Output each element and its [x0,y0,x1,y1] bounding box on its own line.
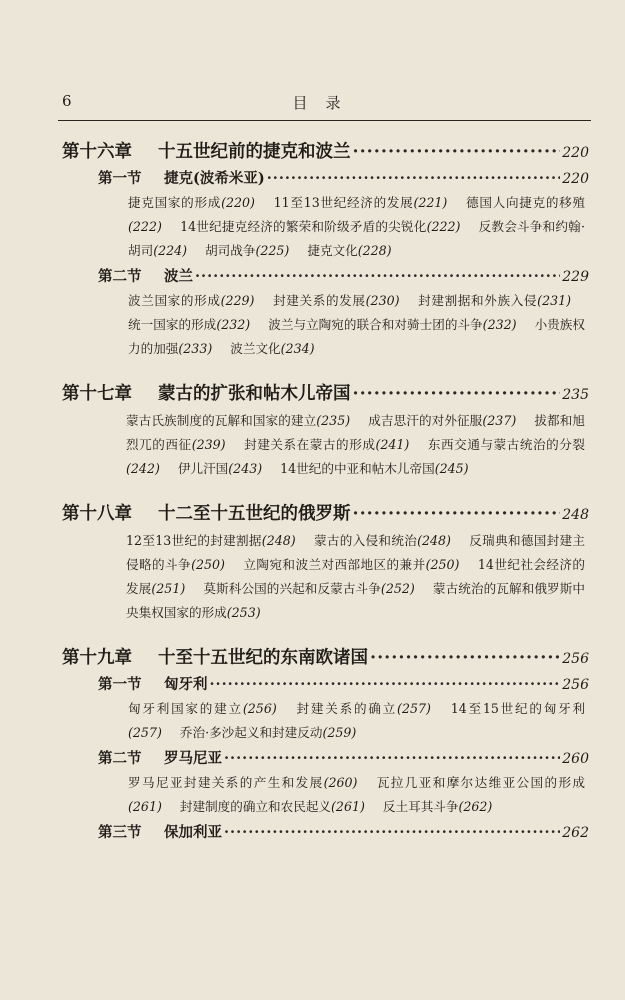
section-label [98,747,222,771]
topic-entry[interactable] [128,775,357,790]
topic-page: (233) [178,341,213,356]
chapter-entry-line[interactable] [62,137,589,167]
section-label [98,167,265,191]
topic-title: 波兰与立陶宛的联合和对骑士团的斗争 [268,317,483,332]
section-entry-line[interactable] [62,265,589,289]
section-number: 第二节 [98,268,142,285]
chapter-block [62,499,589,625]
topic-title: 蒙古氏族制度的瓦解和国家的建立 [126,413,317,428]
topic-entry[interactable] [180,799,365,814]
topic-page: (262) [458,799,493,814]
topic-title: 14世纪社会经济的发展 [126,557,586,596]
topic-title: 14至15世纪的匈牙利 [450,701,586,716]
topic-title: 封建割据和外族入侵 [418,293,538,308]
page-title: 目录 [292,94,359,112]
chapter-title: 十五世纪前的捷克和波兰 [158,142,351,162]
topic-page: (243) [228,461,263,476]
topic-entry[interactable] [205,243,289,258]
topic-title: 11至13世纪经济的发展 [273,195,414,210]
section-page: 220 [562,171,589,187]
chapter-label [62,643,368,673]
topic-entry[interactable] [203,581,414,596]
dot-leader [224,821,560,845]
chapter-gap [62,483,589,493]
topic-title: 波兰文化 [230,341,281,356]
dot-leader [210,673,561,697]
dot-leader [195,265,560,289]
topic-title: 拔都和旭烈兀的西征 [126,413,585,452]
topic-title: 匈牙利国家的建立 [128,701,243,716]
chapter-entry-line[interactable] [62,379,589,409]
topic-title: 罗马尼亚封建关系的产生和发展 [128,775,324,790]
topic-list [128,771,585,819]
dot-leader [224,747,560,771]
topic-title: 波兰国家的形成 [128,293,221,308]
topic-page: (232) [482,317,517,332]
topic-page: (228) [357,243,392,258]
chapter-entry-line[interactable] [62,499,589,529]
topic-entry[interactable] [268,317,516,332]
section-title: 罗马尼亚 [164,750,222,767]
topic-title: 捷克文化 [307,243,358,258]
topic-title: 12至13世纪的封建割据 [126,533,262,548]
topic-entry[interactable] [126,533,296,548]
section-label [98,673,208,697]
topic-page: (250) [425,557,460,572]
topic-title: 捷克国家的形成 [128,195,222,210]
section-page: 262 [562,825,589,841]
section-number: 第一节 [98,170,142,187]
topic-entry[interactable] [297,701,431,716]
topic-entry[interactable] [128,293,254,308]
topic-entry[interactable] [243,557,459,572]
dot-leader [353,379,561,409]
chapter-label [62,499,351,529]
section-title: 捷克(波希米亚) [164,170,265,187]
topic-page: (232) [216,317,251,332]
topic-title: 反瑞典和德国封建主侵略的斗争 [126,533,585,572]
dot-leader [370,643,560,673]
topic-title: 反土耳其斗争 [382,799,459,814]
chapter-label [62,379,351,409]
topic-page: (248) [417,533,451,548]
section-page: 229 [562,269,589,285]
chapter-page: 248 [562,507,589,523]
topic-page: (220) [221,195,255,210]
topic-title: 蒙古的入侵和统治 [313,533,418,548]
section-label [98,821,222,845]
page-number: 6 [62,92,72,110]
chapter-gap [62,363,589,373]
chapter-page: 235 [562,387,589,403]
topic-entry[interactable] [418,293,571,308]
topic-entry[interactable] [274,195,448,210]
topic-entry[interactable] [307,243,391,258]
toc-entries [62,137,589,845]
section-entry-line[interactable] [62,821,589,845]
topic-title: 乔治·多沙起义和封建反动 [179,725,323,740]
chapter-block [62,379,589,481]
topic-page: (230) [365,293,400,308]
topic-page: (222) [426,219,461,234]
topic-title: 封建关系的发展 [273,293,366,308]
topic-page: (239) [191,437,226,452]
section-entry-line[interactable] [62,747,589,771]
header-rule [58,120,591,121]
topic-entry[interactable] [368,413,516,428]
topic-list [128,697,585,745]
topic-entry[interactable] [314,533,451,548]
section-block [62,673,589,745]
section-title: 保加利亚 [164,824,222,841]
topic-title: 封建关系在蒙古的形成 [244,437,376,452]
topic-entry[interactable] [273,293,399,308]
chapter-entry-line[interactable] [62,643,589,673]
topic-title: 伊儿汗国 [177,461,229,476]
chapter-title: 蒙古的扩张和帖木儿帝国 [158,384,351,404]
topic-entry[interactable] [126,413,350,428]
topic-page: (257) [128,725,162,740]
dot-leader [353,137,561,167]
topic-page: (259) [322,725,357,740]
topic-title: 蒙古统治的瓦解和俄罗斯中央集权国家的形成 [126,581,585,620]
chapter-title: 十至十五世纪的东南欧诸国 [158,648,368,668]
topic-page: (252) [380,581,415,596]
topic-list [128,191,585,263]
topic-title: 14世纪捷克经济的繁荣和阶级矛盾的尖锐化 [180,219,427,234]
topic-page: (231) [537,293,572,308]
chapter-block [62,643,589,845]
topic-title: 东西交通与蒙古统治的分裂 [427,437,585,452]
chapter-page: 220 [562,145,589,161]
topic-entry[interactable] [244,437,409,452]
topic-page: (225) [255,243,290,258]
topic-page: (235) [316,413,351,428]
topic-page: (261) [331,799,365,814]
topic-page: (242) [126,461,160,476]
topic-entry[interactable] [383,799,492,814]
topic-page: (241) [375,437,410,452]
section-block [62,265,589,361]
topic-page: (222) [128,219,162,234]
topic-title: 小贵族权力的加强 [128,317,586,356]
section-page: 256 [562,677,589,693]
topic-entry[interactable] [178,461,262,476]
topic-entry[interactable] [280,461,468,476]
chapter-block [62,137,589,361]
topic-title: 成吉思汗的对外征服 [368,413,483,428]
topic-title: 瓦拉几亚和摩尔达维亚公国的形成 [376,775,586,790]
running-header [62,92,589,112]
topic-entry[interactable] [180,725,356,740]
chapter-title: 十二至十五世纪的俄罗斯 [158,504,351,524]
topic-page: (251) [151,581,186,596]
topic-entry[interactable] [128,195,255,210]
section-number: 第三节 [98,824,142,841]
topic-page: (256) [242,701,277,716]
chapter-number: 第十八章 [62,504,132,524]
topic-entry[interactable] [128,701,277,716]
section-block [62,821,589,845]
topic-page: (229) [220,293,255,308]
topic-page: (224) [153,243,188,258]
chapter-number: 第十六章 [62,142,132,162]
topic-list [126,529,585,625]
topic-page: (248) [261,533,296,548]
topic-title: 立陶宛和波兰对西部地区的兼并 [243,557,426,572]
topic-title: 封建关系的确立 [296,701,398,716]
section-number: 第一节 [98,676,142,693]
topic-title: 封建制度的确立和农民起义 [179,799,332,814]
topic-title: 14世纪的中亚和帖木儿帝国 [280,461,435,476]
section-page: 260 [562,751,589,767]
topic-page: (237) [482,413,517,428]
section-title: 匈牙利 [164,676,208,693]
chapter-number: 第十七章 [62,384,132,404]
topic-list [128,289,585,361]
topic-page: (253) [226,605,261,620]
topic-title: 胡司战争 [205,243,256,258]
topic-entry[interactable] [230,341,314,356]
chapter-number: 第十九章 [62,648,132,668]
section-label [98,265,193,289]
dot-leader [353,499,561,529]
section-block [62,747,589,819]
topic-page: (250) [191,557,225,572]
section-number: 第二节 [98,750,142,767]
section-title: 波兰 [164,268,193,285]
dot-leader [267,167,561,191]
topic-title: 反教会斗争和约翰·胡司 [128,219,585,258]
chapter-label [62,137,351,167]
topic-title: 德国人向捷克的移殖 [466,195,586,210]
topic-list [126,409,585,481]
section-block [62,167,589,263]
topic-title: 统一国家的形成 [128,317,217,332]
topic-page: (245) [434,461,469,476]
section-entry-line[interactable] [62,167,589,191]
chapter-page: 256 [562,651,589,667]
topic-title: 莫斯科公国的兴起和反蒙古斗争 [203,581,381,596]
topic-page: (234) [280,341,315,356]
topic-page: (257) [397,701,431,716]
chapter-gap [62,627,589,637]
topic-entry[interactable] [128,317,250,332]
section-entry-line[interactable] [62,673,589,697]
topic-entry[interactable] [180,219,460,234]
topic-page: (261) [128,799,162,814]
topic-page: (221) [413,195,448,210]
topic-page: (260) [323,775,358,790]
